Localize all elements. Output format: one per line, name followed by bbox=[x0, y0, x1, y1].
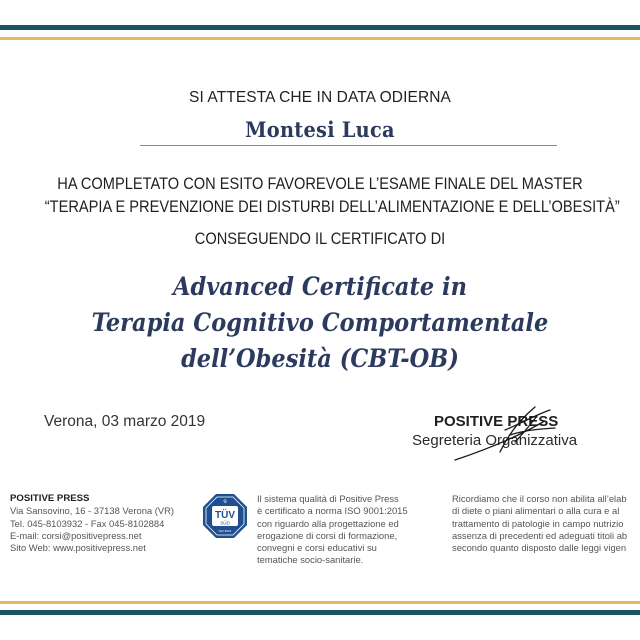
place-and-date: Verona, 03 marzo 2019 bbox=[44, 413, 206, 430]
disclaimer-line: secondo quanto disposto dalle leggi vigen bbox=[452, 542, 627, 554]
name-underline bbox=[140, 145, 557, 146]
footer-contact-block bbox=[10, 493, 174, 554]
disclaimer bbox=[452, 493, 627, 554]
certificate-title-line-1: Advanced Certificate in bbox=[173, 272, 467, 301]
master-course-title: “TERAPIA E PREVENZIONE DEI DISTURBI DELL’ALIMENTAZIONE E DELL’OBESITÀ” bbox=[44, 197, 620, 216]
quality-statement-line: con riguardo alla progettazione ed bbox=[257, 517, 399, 529]
footer-company-name: POSITIVE PRESS bbox=[10, 493, 90, 504]
bottom-teal-stripe bbox=[0, 610, 640, 615]
top-teal-stripe bbox=[0, 25, 640, 30]
disclaimer-line: assenza di precedenti ed adeguati titoli ab bbox=[452, 529, 628, 541]
footer-email: E-mail: corsi@positivepress.net bbox=[10, 529, 142, 541]
certificate-lead-in: CONSEGUENDO IL CERTIFICATO DI bbox=[194, 229, 446, 248]
certificate-title-line-3: dell’Obesità (CBT-OB) bbox=[181, 344, 459, 373]
svg-text:TÜV: TÜV bbox=[215, 510, 235, 521]
disclaimer-line: Ricordiamo che il corso non abilita all’elab bbox=[452, 493, 627, 504]
bottom-gold-stripe bbox=[0, 601, 640, 604]
completion-statement: HA COMPLETATO CON ESITO FAVOREVOLE L’ESAME FINALE DEL MASTER bbox=[57, 174, 583, 193]
signatory-company: POSITIVE PRESS bbox=[434, 413, 559, 430]
certificate-title-line-2: Terapia Cognitivo Comportamentale bbox=[91, 308, 549, 337]
svg-text:SÜD: SÜD bbox=[220, 520, 230, 526]
quality-statement-line: convegni e corsi educativi su bbox=[257, 542, 377, 554]
quality-statement-line: Il sistema qualità di Positive Press bbox=[257, 493, 399, 504]
top-gold-stripe bbox=[0, 37, 640, 40]
quality-statement-line: erogazione di corsi di formazione, bbox=[257, 529, 398, 541]
handwritten-signature-icon bbox=[445, 402, 570, 467]
signatory-role: Segreteria Organizzativa bbox=[412, 432, 578, 449]
svg-text:Q: Q bbox=[223, 498, 227, 503]
footer-website: Sito Web: www.positivepress.net bbox=[10, 542, 146, 554]
footer-address: Via Sansovino, 16 - 37138 Verona (VR) bbox=[10, 505, 174, 517]
disclaimer-line: di diete o piani alimentari o alla cura e al bbox=[452, 505, 620, 517]
quality-statement bbox=[257, 493, 408, 567]
quality-statement-line: tematiche socio-sanitarie. bbox=[257, 554, 364, 566]
footer-phone-fax: Tel. 045-8103932 - Fax 045-8102884 bbox=[10, 517, 165, 529]
disclaimer-line: trattamento di patologie in campo nutrizio bbox=[452, 517, 624, 529]
recipient-name: Montesi Luca bbox=[245, 117, 395, 142]
svg-text:ISO 9001: ISO 9001 bbox=[218, 529, 232, 533]
quality-statement-line: è certificato a norma ISO 9001:2015 bbox=[257, 505, 408, 517]
tuv-sud-certification-icon bbox=[202, 493, 248, 539]
certificate-intro: SI ATTESTA CHE IN DATA ODIERNA bbox=[189, 89, 451, 106]
